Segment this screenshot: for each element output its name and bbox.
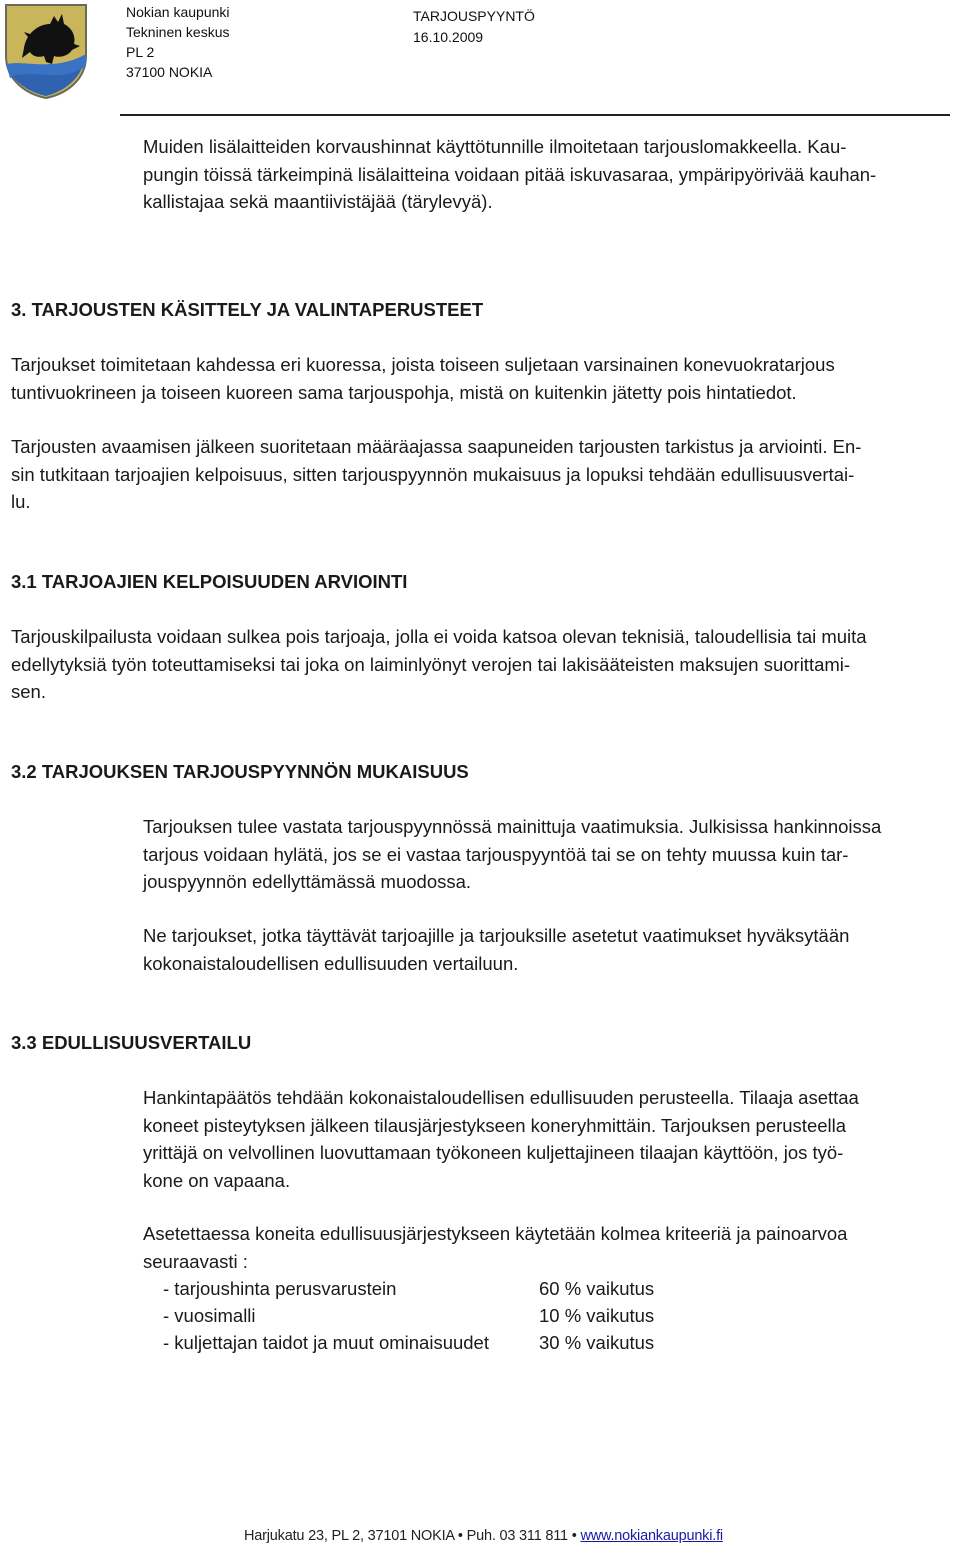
text-line: sen. [11,681,46,702]
section-3-3-heading: 3.3 EDULLISUUSVERTAILU [11,1032,252,1053]
section-3-paragraph-1 [11,351,835,406]
criteria-weight: 60 % vaikutus [539,1278,655,1299]
text-line: Tarjouksen tulee vastata tarjouspyynnössä mainittuja vaatimuksia. Julkisissa hankinnoissa [143,816,882,837]
section-3-1-paragraph [11,623,867,706]
text-line: lu. [11,491,31,512]
text-line: kallistajaa sekä maantiivistäjää (tärylevyä). [143,191,493,212]
intro-paragraph [143,133,876,216]
text-line: Tarjousten avaamisen jälkeen suoritetaan määräajassa saapuneiden tarjousten tarkistus ja arviointi. En- [11,436,862,457]
text-line: tarjous voidaan hylätä, jos se ei vastaa tarjouspyyntöä tai se on tehty muussa kuin tar- [143,843,849,865]
organization-address [126,2,230,82]
text-line: Tarjouskilpailusta voidaan sulkea pois tarjoaja, jolla ei voida katsoa olevan teknisiä, taloudellisia tai muita [11,626,867,647]
section-3-2-heading: 3.2 TARJOUKSEN TARJOUSPYYNNÖN MUKAISUUS [11,761,469,782]
document-title: TARJOUSPYYNTÖ [413,8,535,24]
org-po-box: PL 2 [126,44,155,60]
text-line: koneet pisteytyksen jälkeen tilausjärjestykseen koneryhmittäin. Tarjouksen perusteella [143,1114,847,1136]
header-divider [120,114,950,116]
section-3-2-paragraph-1 [143,813,881,896]
text-line: tuntivuokrineen ja toiseen kuoreen sama tarjouspohja, mistä on kuitenkin jätetty pois hintatiedot. [11,381,797,403]
footer-website-link[interactable]: www.nokiankaupunki.fi [580,1528,723,1544]
criteria-weight: 30 % vaikutus [539,1332,655,1353]
text-line: pungin töissä tärkeimpinä lisälaitteina voidaan pitää iskuvasaraa, ympäripyörivää kauhan- [143,163,877,185]
org-postal-code: 37100 NOKIA [126,64,213,80]
section-3-heading: 3. TARJOUSTEN KÄSITTELY JA VALINTAPERUSTEET [11,299,484,320]
text-line: sin tutkitaan tarjoajien kelpoisuus, sitten tarjouspyynnön mukaisuus ja lopuksi tehdään edullisuusvertai- [11,463,855,485]
footer-address: Harjukatu 23, PL 2, 37101 NOKIA • Puh. 03 311 811 • [244,1528,581,1544]
text-line: yrittäjä on velvollinen luovuttamaan työkoneen kuljettajineen tilaajan käyttöön, jos työ- [143,1142,844,1163]
city-crest-icon [2,2,90,100]
criteria-label: - vuosimalli [163,1305,256,1326]
criteria-weight: 10 % vaikutus [539,1305,655,1326]
criteria-label: - kuljettajan taidot ja muut ominaisuudet [163,1332,489,1353]
text-line: Hankintapäätös tehdään kokonaistaloudellisen edullisuuden perusteella. Tilaaja asettaa [143,1087,859,1108]
section-3-paragraph-2 [11,433,861,516]
document-date: 16.10.2009 [413,29,484,45]
org-department: Tekninen keskus [126,24,230,40]
text-line: Ne tarjoukset, jotka täyttävät tarjoajille ja tarjouksille asetetut vaatimukset hyväksytään [143,925,850,946]
criteria-label: - tarjoushinta perusvarustein [163,1278,397,1299]
text-line: kone on vapaana. [143,1169,291,1191]
text-line: kokonaistaloudellisen edullisuuden vertailuun. [143,952,519,974]
text-line: jouspyynnön edellyttämässä muodossa. [143,871,472,892]
org-name: Nokian kaupunki [126,4,230,20]
section-3-3-paragraph-1 [143,1084,859,1194]
text-line: Muiden lisälaitteiden korvaushinnat käyttötunnille ilmoitetaan tarjouslomakkeella. Kau- [143,136,847,157]
text-line: edellytyksiä työn toteuttamiseksi tai joka on laiminlyönyt verojen tai lakisääteisten maksujen suorittami- [11,653,851,675]
page-footer [244,1528,723,1544]
section-3-3-paragraph-2 [143,1220,847,1275]
document-header [413,6,535,48]
text-line: Asetettaessa koneita edullisuusjärjestykseen käytetään kolmea kriteeriä ja painoarvoa [143,1223,848,1244]
section-3-2-paragraph-2 [143,922,849,977]
text-line: Tarjoukset toimitetaan kahdessa eri kuoressa, joista toiseen suljetaan varsinainen konevuokratarjous [11,354,835,375]
section-3-1-heading: 3.1 TARJOAJIEN KELPOISUUDEN ARVIOINTI [11,571,408,592]
text-line: seuraavasti : [143,1250,248,1272]
